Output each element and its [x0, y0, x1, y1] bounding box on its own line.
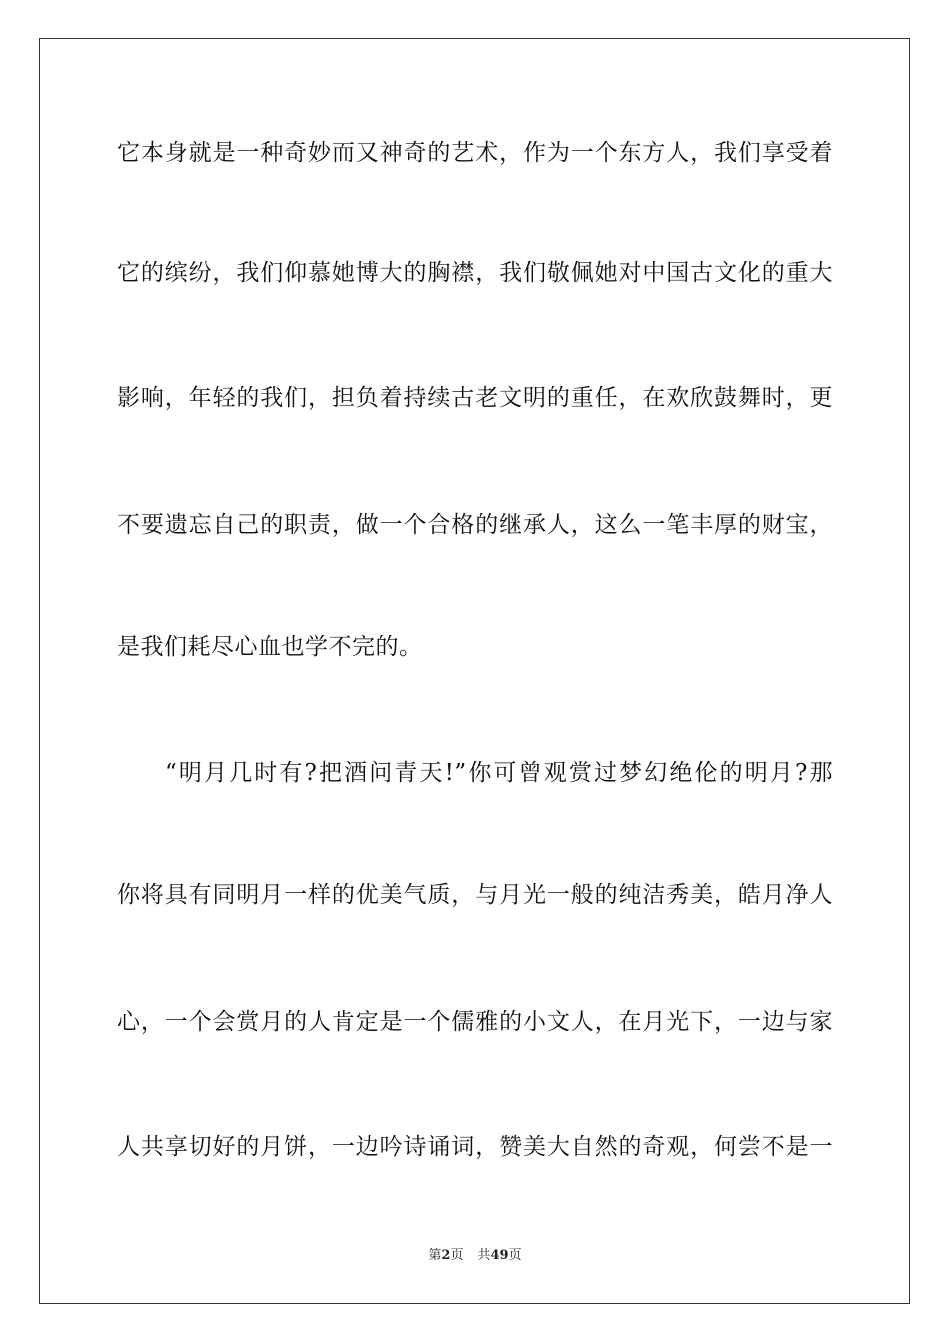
- total-label-suffix: 页: [508, 1248, 522, 1263]
- page-label-suffix: 页: [450, 1248, 464, 1263]
- text-line: 它本身就是一种奇妙而又神奇的艺术，作为一个东方人，我们享受着: [117, 140, 833, 166]
- page-border: [39, 38, 910, 1304]
- page-number: 2: [441, 1248, 451, 1263]
- text-line: 人共享切好的月饼，一边吟诗诵词，赞美大自然的奇观，何尝不是一: [117, 1134, 833, 1160]
- total-label-prefix: 共: [477, 1248, 491, 1263]
- text-line: “明月几时有?把酒问青天!”你可曾观赏过梦幻绝伦的明月?那: [165, 760, 833, 786]
- text-line: 你将具有同明月一样的优美气质，与月光一般的纯洁秀美，皓月净人: [117, 882, 833, 908]
- page-label-prefix: 第: [428, 1248, 442, 1263]
- text-line: 它的缤纷，我们仰慕她博大的胸襟，我们敬佩她对中国古文化的重大: [117, 260, 833, 286]
- text-line: 心，一个会赏月的人肯定是一个儒雅的小文人，在月光下，一边与家: [117, 1009, 833, 1035]
- page-footer: [0, 1247, 950, 1265]
- text-line: 影响，年轻的我们，担负着持续古老文明的重任，在欢欣鼓舞时，更: [117, 385, 833, 411]
- text-line: 是我们耗尽心血也学不完的。: [117, 634, 423, 660]
- text-line: 不要遗忘自己的职责，做一个合格的继承人，这么一笔丰厚的财宝，: [117, 512, 833, 538]
- total-pages: 49: [490, 1248, 509, 1263]
